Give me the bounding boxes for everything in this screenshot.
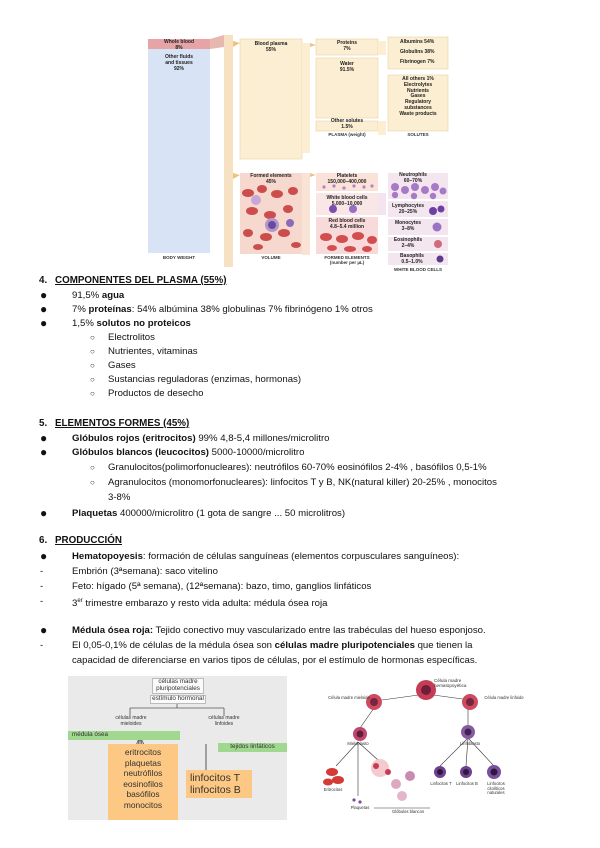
caption-wbc: WHITE BLOOD CELLS xyxy=(394,267,442,272)
myeloid-cell-item: neutrófilos xyxy=(123,768,163,778)
s6-item-marrow: Médula ósea roja: Tejido conectivo muy vascularizado entre las trabéculas del hueso esponjoso. xyxy=(72,625,486,636)
section4-heading xyxy=(39,275,227,286)
myeloid-cell-item: eosinofilos xyxy=(123,778,163,789)
bullet-icon: ● xyxy=(40,506,48,520)
caption-body-weight: BODY WEIGHT xyxy=(162,255,196,260)
bullet-icon: ● xyxy=(40,549,48,563)
lymphoid-stem-label: Célula madre linfoide xyxy=(484,695,524,700)
s4-item-proteins: 7% proteínas: 54% albúmina 38% globulinas 7% fibrinógeno 1% otros xyxy=(72,304,373,315)
formed-elements-label: Formed elements 45% xyxy=(250,173,292,185)
erythrocytes-label: Eritrocitos xyxy=(323,787,343,792)
solutes-list: All others 1% Electrolytes Nutrients Gases Regulatory substances Waste products xyxy=(399,76,437,117)
s6-fetus: Feto: hígado (5ª semana), (12ªsemana): bazo, timo, ganglios linfáticos xyxy=(72,581,372,592)
lymphoblast-label: Linfoblasto xyxy=(459,741,481,746)
caption-plasma: PLASMA (weight) xyxy=(328,132,366,137)
lymphoid-stem-label: células madre linfoides xyxy=(208,715,240,727)
section4-number: 4. xyxy=(39,275,48,286)
dash-marker: - xyxy=(40,640,44,651)
other-solutes-label: Other solutes 1.5% xyxy=(330,118,364,130)
platelets-label: Plaquetas xyxy=(350,805,370,810)
section6-title: PRODUCCIÓN xyxy=(55,535,122,546)
blood-plasma-label: Blood plasma 55% xyxy=(254,41,288,53)
section6-heading xyxy=(39,535,122,546)
bullet-icon: ● xyxy=(40,431,48,445)
t-cells-label: Linfocitos T xyxy=(430,781,452,786)
s5-item-rbc: Glóbulos rojos (eritrocitos) 99% 4,8-5,4 millones/microlitro xyxy=(72,433,330,444)
s4-sub-nutrients: Nutrientes, vitaminas xyxy=(108,346,198,357)
myeloid-cell-item: eritrocitos xyxy=(124,747,162,757)
circle-bullet-icon: ○ xyxy=(90,375,95,384)
albumins-label: Albumins 54% xyxy=(400,39,435,45)
s6-embryo: Embrión (3ªsemana): saco vitelino xyxy=(72,566,218,577)
lymph-cell-item: linfocitos B xyxy=(190,784,241,796)
myeloblast-label: Mieloblasto xyxy=(347,741,369,746)
b-cells-label: Linfocitos B xyxy=(456,781,478,786)
s5-item-platelets: Plaquetas 400000/microlitro (1 gota de sangre ... 50 microlitros) xyxy=(72,508,346,519)
hsc-label: Célula madre hematopoyética xyxy=(434,678,467,689)
bullet-icon: ● xyxy=(40,302,48,316)
s4-sub-regulators: Sustancias reguladoras (enzimas, hormonas) xyxy=(108,374,302,385)
circle-bullet-icon: ○ xyxy=(90,389,95,398)
hematopoiesis-scheme xyxy=(68,676,287,820)
circle-bullet-icon: ○ xyxy=(90,478,95,487)
platelets-label: Platelets 150,000–400,000 xyxy=(327,173,367,185)
s5-sub-agranulocytes-cont: 3-8% xyxy=(108,492,131,503)
myeloid-cell-item: monocitos xyxy=(123,799,163,810)
caption-formed-elements: FORMED ELEMENTS (number per µL) xyxy=(324,255,370,265)
s6-adult: 3er trimestre embarazo y resto vida adulta: médula ósea roja xyxy=(72,598,328,610)
bullet-icon: ● xyxy=(40,445,48,459)
basophils-label: Basophils 0.5–1.0% xyxy=(400,253,424,265)
stem-cells-box: células madre pluripotenciales xyxy=(152,678,204,694)
lymph-tissue-band: tejidos linfáticos xyxy=(218,743,287,752)
s4-sub-gases: Gases xyxy=(108,360,136,371)
s4-item-water: 91,5% agua xyxy=(72,290,125,301)
section5-heading xyxy=(39,418,190,429)
neutrophils-label: Neutrophils 60–70% xyxy=(399,172,427,184)
s4-sub-electrolytes: Electrolitos xyxy=(108,332,155,343)
s5-sub-granulocytes: Granulocitos(polimorfonucleares): neutrófilos 60-70% eosinófilos 2-4% , basófilos 0,5-1% xyxy=(108,462,487,473)
bullet-icon: ● xyxy=(40,288,48,302)
s6-stem-cells: El 0,05-0,1% de células de la médula ósea son células madre pluripotenciales que tienen la xyxy=(72,640,473,651)
lymph-cells-panel xyxy=(186,770,252,798)
section5-number: 5. xyxy=(39,418,48,429)
circle-bullet-icon: ○ xyxy=(90,361,95,370)
circle-bullet-icon: ○ xyxy=(90,333,95,342)
wbc-count-label: White blood cells 5,000–10,000 xyxy=(326,195,368,207)
whole-blood-label: Whole blood 8% xyxy=(164,39,194,51)
caption-volume: VOLUME xyxy=(261,255,281,260)
myeloid-stem-label: células madre mieloides xyxy=(115,715,147,727)
blood-composition-figure xyxy=(148,33,463,270)
s5-sub-agranulocytes: Agranulocitos (monomorfonucleares): linfocitos T y B, NK(natural killer) 20-25% , monocitos xyxy=(108,477,497,488)
dash-marker: - xyxy=(40,596,44,607)
section6-number: 6. xyxy=(39,535,48,546)
s6-item-hematopoiesis: Hematopoyesis: formación de células sanguíneas (elementos corpusculares sanguíneos): xyxy=(72,551,460,562)
myeloid-stem-label: Célula madre mieloide xyxy=(328,695,370,700)
rbc-count-label: Red blood cells 4.8–5.4 million xyxy=(328,218,366,230)
nk-cells-label: Linfocitos citolíticos naturales xyxy=(487,781,505,796)
globulins-label: Globulins 38% xyxy=(400,49,435,55)
myeloid-cell-item: plaquetas xyxy=(124,757,162,768)
marrow-band: médula ósea xyxy=(68,731,180,740)
section4-title: COMPONENTES DEL PLASMA (55%) xyxy=(55,275,227,286)
other-fluids-label: Other fluids and tissues 92% xyxy=(164,54,194,72)
myeloid-cells-panel xyxy=(108,744,178,820)
fibrinogen-label: Fibrinogen 7% xyxy=(400,59,435,65)
lymph-cell-item: linfocitos T xyxy=(190,772,240,784)
bullet-icon: ● xyxy=(40,316,48,330)
water-label: Water 91.5% xyxy=(339,61,355,73)
circle-bullet-icon: ○ xyxy=(90,463,95,472)
dash-marker: - xyxy=(40,566,44,577)
dash-marker: - xyxy=(40,581,44,592)
bullet-icon: ● xyxy=(40,623,48,637)
s6-stem-cells-cont: capacidad de diferenciarse en varios tipos de células, por el estímulo de hormonas específicas. xyxy=(72,655,478,666)
other-tissues-bar xyxy=(148,49,210,253)
lymphocytes-label: Lymphocytes 20–25% xyxy=(391,203,425,215)
wbc-group-label: Glóbulos blancos xyxy=(391,809,425,814)
hormonal-stimulus-box: estímulo hormonal xyxy=(150,695,206,704)
s4-item-solutes: 1,5% solutos no proteicos xyxy=(72,318,191,329)
monocytes-label: Monocytes 3–8% xyxy=(394,220,422,232)
s4-sub-waste: Productos de desecho xyxy=(108,388,204,399)
caption-solutes: SOLUTES xyxy=(407,132,429,137)
hematopoiesis-diagram xyxy=(318,676,534,820)
section5-title: ELEMENTOS FORMES (45%) xyxy=(55,418,190,429)
myeloid-cell-item: basófilos xyxy=(126,789,160,799)
proteins-label: Proteins 7% xyxy=(336,40,357,52)
s5-item-wbc: Glóbulos blancos (leucocitos) 5000-10000/microlitro xyxy=(72,447,305,458)
circle-bullet-icon: ○ xyxy=(90,347,95,356)
eosinophils-label: Eosinophils 2–4% xyxy=(393,237,423,249)
